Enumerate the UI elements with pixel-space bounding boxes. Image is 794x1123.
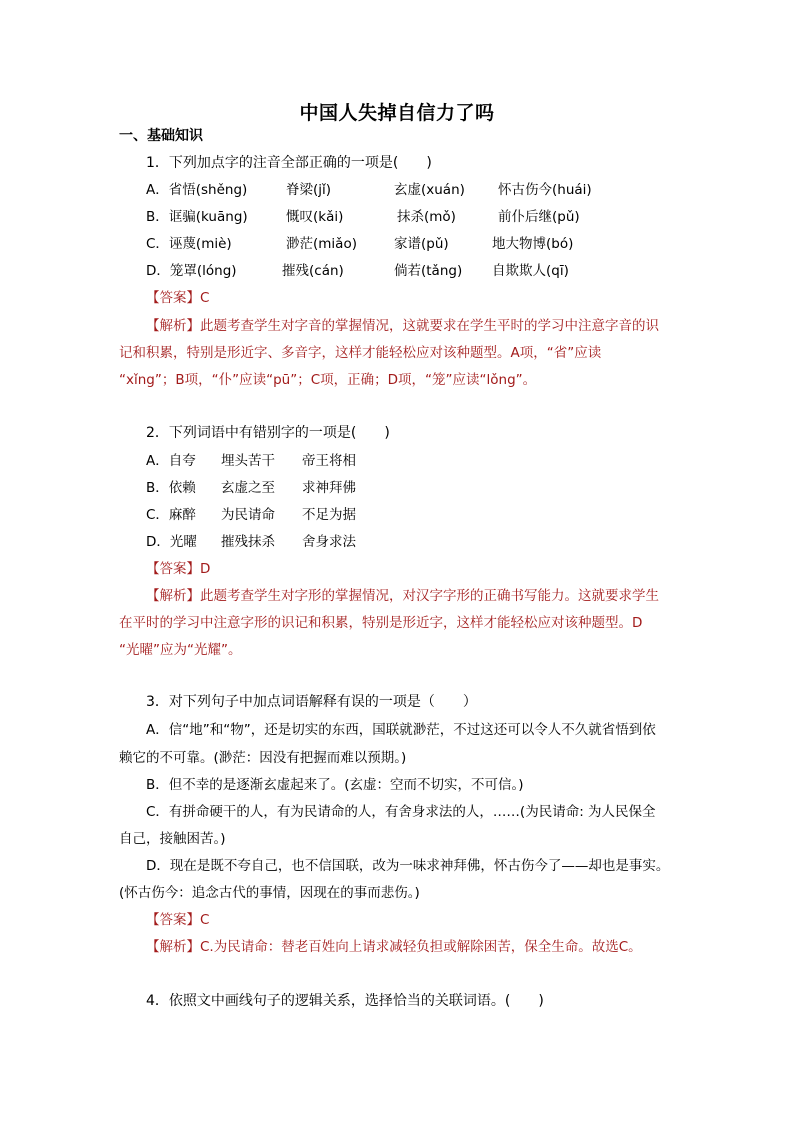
- q2-option-d-3: 舍身求法: [302, 534, 356, 550]
- q2-option-c-1: C．麻醉: [146, 507, 196, 523]
- q1-analysis-line-3: “xǐng”；B项，“仆”应读“pū”；C项，正确；D项，“笼”应读“lǒng”。: [119, 372, 537, 388]
- q1-option-a-4: 怀古伤今(huái): [498, 182, 592, 198]
- q3-option-d-line-2: (怀古伤今：追念古代的事情，因现在的事而悲伤。): [119, 885, 420, 901]
- q1-answer: 【答案】C: [146, 290, 210, 306]
- q1-option-d-3: 倘若(tǎng): [394, 263, 463, 279]
- question-1-stem: 1．下列加点字的注音全部正确的一项是( ): [146, 155, 432, 171]
- q1-analysis-line-1: 【解析】此题考查学生对字音的掌握情况，这就要求在学生平时的学习中注意字音的识: [146, 318, 659, 334]
- q1-option-a-2: 脊梁(jǐ): [286, 182, 332, 198]
- q1-analysis-line-2: 记和积累，特别是形近字、多音字，这样才能轻松应对该种题型。A项，“省”应读: [119, 345, 602, 361]
- q2-analysis-line-3: “光曜”应为“光耀”。: [119, 642, 242, 658]
- q2-option-b-2: 玄虚之至: [221, 480, 275, 496]
- q2-option-b-3: 求神拜佛: [302, 480, 356, 496]
- q3-answer: 【答案】C: [146, 912, 210, 928]
- q2-option-b-1: B．依赖: [146, 480, 196, 496]
- q2-option-d-1: D．光曜: [146, 534, 197, 550]
- q3-option-b: B．但不幸的是逐渐玄虚起来了。(玄虚：空而不切实，不可信。): [146, 777, 524, 793]
- q1-option-c-1: C．诬蔑(miè): [146, 236, 232, 252]
- q1-option-a-1: A．省悟(shěng): [146, 182, 248, 198]
- q1-option-c-2: 渺茫(miǎo): [286, 236, 357, 252]
- q2-option-a-2: 埋头苦干: [221, 453, 275, 469]
- q1-option-d-2: 摧残(cán): [282, 263, 344, 279]
- question-4-stem: 4．依照文中画线句子的逻辑关系，选择恰当的关联词语。( ): [146, 993, 544, 1009]
- question-3-stem: 3．对下列句子中加点词语解释有误的一项是（ ）: [146, 694, 477, 710]
- q3-analysis: 【解析】C.为民请命：替老百姓向上请求减轻负担或解除困苦，保全生命。故选C。: [146, 939, 642, 955]
- q2-option-d-2: 摧残抹杀: [221, 534, 275, 550]
- q1-option-b-4: 前仆后继(pǔ): [498, 209, 580, 225]
- q3-option-a-line-2: 赖它的不可靠。(渺茫：因没有把握而难以预期。): [119, 750, 407, 766]
- document-title: 中国人失掉自信力了吗: [299, 102, 495, 124]
- q2-answer: 【答案】D: [146, 561, 211, 577]
- section-heading: 一、基础知识: [119, 128, 203, 144]
- q3-option-c-line-2: 自己，接触困苦。): [119, 831, 226, 847]
- q2-analysis-line-2: 在平时的学习中注意字形的识记和积累，特别是形近字，这样才能轻松应对该种题型。D: [119, 615, 643, 631]
- q2-analysis-line-1: 【解析】此题考查学生对字形的掌握情况，对汉字字形的正确书写能力。这就要求学生: [146, 588, 659, 604]
- q2-option-c-3: 不足为据: [302, 507, 356, 523]
- q2-option-a-3: 帝王将相: [302, 453, 356, 469]
- q2-option-a-1: A．自夸: [146, 453, 196, 469]
- q3-option-c-line-1: C．有拼命硬干的人，有为民请命的人，有舍身求法的人，……(为民请命: 为人民保全: [146, 804, 656, 820]
- q1-option-b-3: 抹杀(mǒ): [397, 209, 456, 225]
- q1-option-d-1: D．笼罩(lóng): [146, 263, 237, 279]
- q3-option-a-line-1: A．信“地”和“物”，还是切实的东西，国联就渺茫，不过这还可以令人不久就省悟到依: [146, 722, 656, 738]
- q1-option-c-3: 家谱(pǔ): [394, 236, 449, 252]
- question-2-stem: 2．下列词语中有错别字的一项是( ): [146, 425, 390, 441]
- q1-option-c-4: 地大物博(bó): [492, 236, 574, 252]
- q1-option-b-2: 慨叹(kǎi): [286, 209, 344, 225]
- q1-option-a-3: 玄虚(xuán): [394, 182, 465, 198]
- q1-option-d-4: 自欺欺人(qī): [492, 263, 569, 279]
- q3-option-d-line-1: D．现在是既不夸自己，也不信国联，改为一味求神拜佛，怀古伤今了——却也是事实。: [146, 858, 670, 874]
- q1-option-b-1: B．诓骗(kuāng): [146, 209, 248, 225]
- q2-option-c-2: 为民请命: [221, 507, 275, 523]
